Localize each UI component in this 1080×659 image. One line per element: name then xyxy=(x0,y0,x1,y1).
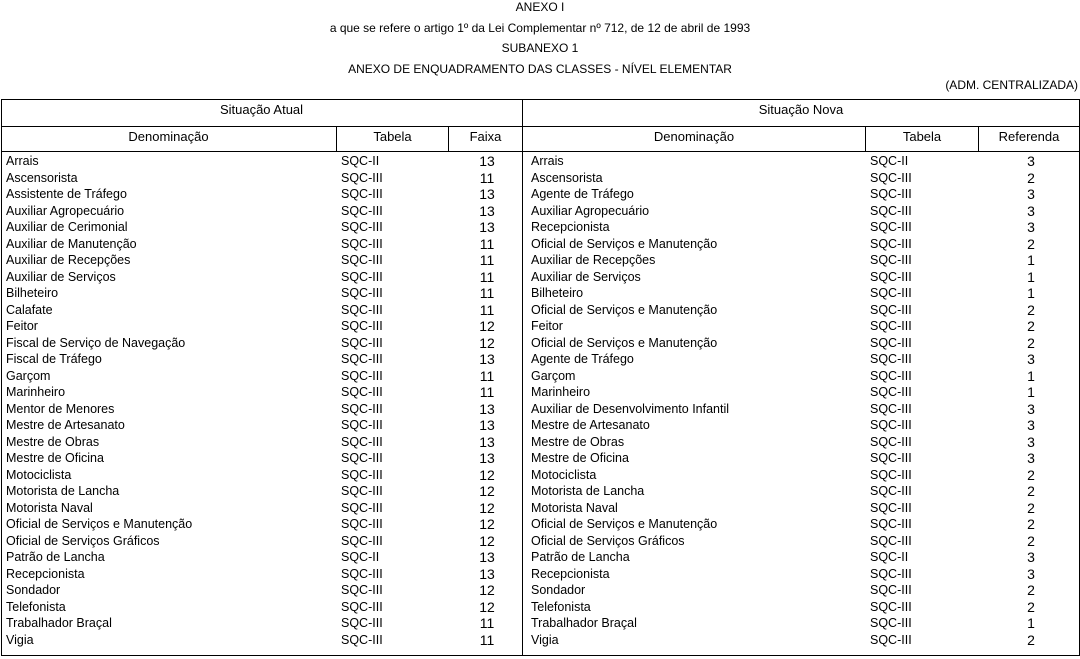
table-row xyxy=(0,236,1080,253)
cell-tabela-nova: SQC-III xyxy=(870,401,912,416)
cell-tabela: SQC-III xyxy=(341,451,383,465)
cell-denominacao: Garçom xyxy=(6,368,51,383)
cell-faixa: 13 xyxy=(479,186,495,202)
cell-tabela-nova: SQC-III xyxy=(870,187,912,201)
cell-referenda: 1 xyxy=(1027,268,1035,285)
cell-tabela-nova: SQC-II xyxy=(870,550,909,564)
cell-denominacao: Motorista de Lancha xyxy=(6,484,120,498)
cell-tabela: SQC-III xyxy=(341,269,383,284)
cell-faixa: 12 xyxy=(479,582,495,598)
cell-denominacao-nova: Oficial de Serviços e Manutenção xyxy=(531,517,718,531)
cell-denominacao: Oficial de Serviços e Manutenção xyxy=(6,517,193,531)
cell-tabela-nova: SQC-III xyxy=(870,220,912,234)
cell-tabela-nova: SQC-III xyxy=(870,319,912,333)
cell-denominacao: Assistente de Tráfego xyxy=(6,187,127,201)
cell-denominacao-nova: Recepcionista xyxy=(531,220,610,234)
cell-referenda: 3 xyxy=(1027,565,1035,582)
cell-tabela-nova: SQC-III xyxy=(870,269,912,284)
table-row xyxy=(0,434,1080,451)
cell-denominacao: Marinheiro xyxy=(6,385,66,399)
cell-tabela-nova: SQC-III xyxy=(870,236,912,251)
cell-denominacao: Auxiliar de Recepções xyxy=(6,253,131,267)
cell-faixa: 13 xyxy=(479,219,495,235)
cell-denominacao-nova: Patrão de Lancha xyxy=(531,550,630,564)
cell-denominacao-nova: Auxiliar de Recepções xyxy=(531,253,656,267)
cell-denominacao-nova: Telefonista xyxy=(531,599,591,614)
col-header-tabela: Tabela xyxy=(373,129,412,144)
cell-referenda: 3 xyxy=(1027,450,1035,466)
cell-tabela: SQC-III xyxy=(341,401,383,416)
cell-denominacao: Motociclista xyxy=(6,467,72,482)
cell-tabela: SQC-II xyxy=(341,154,380,168)
cell-tabela-nova: SQC-III xyxy=(870,335,912,350)
cell-referenda: 3 xyxy=(1027,351,1035,367)
cell-faixa: 11 xyxy=(479,285,495,301)
table-row xyxy=(0,170,1080,187)
cell-faixa: 13 xyxy=(479,153,495,169)
cell-referenda: 2 xyxy=(1027,301,1035,318)
cell-denominacao: Patrão de Lancha xyxy=(6,550,105,564)
cell-referenda: 2 xyxy=(1027,516,1035,532)
cell-tabela-nova: SQC-III xyxy=(870,253,912,267)
cell-denominacao: Recepcionista xyxy=(6,566,85,581)
cell-tabela: SQC-III xyxy=(341,203,383,218)
table-row xyxy=(0,450,1080,467)
cell-faixa: 12 xyxy=(479,598,495,615)
table-row xyxy=(0,417,1080,434)
cell-denominacao-nova: Sondador xyxy=(531,583,586,597)
table-row xyxy=(0,599,1080,616)
cell-faixa: 13 xyxy=(479,417,495,433)
cell-tabela-nova: SQC-III xyxy=(870,599,912,614)
cell-referenda: 2 xyxy=(1027,532,1035,549)
cell-tabela: SQC-III xyxy=(341,220,383,234)
cell-tabela: SQC-III xyxy=(341,566,383,581)
cell-tabela: SQC-III xyxy=(341,533,383,548)
cell-tabela: SQC-III xyxy=(341,302,383,317)
cell-tabela: SQC-III xyxy=(341,385,383,399)
cell-denominacao-nova: Agente de Tráfego xyxy=(531,187,634,201)
cell-tabela: SQC-III xyxy=(341,517,383,531)
cell-tabela: SQC-III xyxy=(341,632,383,647)
table-divider-headers xyxy=(1,151,1079,152)
cell-denominacao: Auxiliar de Serviços xyxy=(6,269,116,284)
cell-denominacao-nova: Oficial de Serviços e Manutenção xyxy=(531,335,718,350)
cell-denominacao-nova: Mestre de Oficina xyxy=(531,451,629,465)
table-row xyxy=(0,384,1080,401)
cell-referenda: 3 xyxy=(1027,202,1035,219)
cell-tabela: SQC-III xyxy=(341,434,383,449)
cell-faixa: 11 xyxy=(479,268,495,285)
cell-referenda: 2 xyxy=(1027,169,1035,186)
cell-faixa: 13 xyxy=(479,549,495,565)
col-header-denominacao: Denominação xyxy=(128,129,209,144)
col-header-faixa: Faixa xyxy=(469,129,502,144)
cell-denominacao: Feitor xyxy=(6,319,38,333)
cell-denominacao: Auxiliar de Manutenção xyxy=(6,236,137,251)
table-row xyxy=(0,318,1080,335)
cell-referenda: 3 xyxy=(1027,433,1035,450)
table-row xyxy=(0,203,1080,220)
document-title: ANEXO I xyxy=(515,0,565,14)
cell-tabela-nova: SQC-III xyxy=(870,517,912,531)
cell-faixa: 12 xyxy=(479,532,495,549)
cell-faixa: 11 xyxy=(479,252,495,268)
table-row xyxy=(0,401,1080,418)
cell-referenda: 2 xyxy=(1027,598,1035,615)
table-row xyxy=(0,285,1080,302)
cell-faixa: 12 xyxy=(479,516,495,532)
cell-denominacao-nova: Marinheiro xyxy=(531,385,591,399)
cell-denominacao-nova: Garçom xyxy=(531,368,576,383)
cell-faixa: 12 xyxy=(479,334,495,351)
table-row xyxy=(0,566,1080,583)
cell-denominacao: Mentor de Menores xyxy=(6,401,115,416)
cell-tabela-nova: SQC-III xyxy=(870,368,912,383)
cell-tabela-nova: SQC-III xyxy=(870,434,912,449)
cell-denominacao: Mestre de Artesanato xyxy=(6,418,125,432)
table-row xyxy=(0,302,1080,319)
cell-tabela-nova: SQC-III xyxy=(870,302,912,317)
table-row xyxy=(0,632,1080,649)
cell-denominacao-nova: Oficial de Serviços e Manutenção xyxy=(531,302,718,317)
cell-referenda: 1 xyxy=(1027,384,1035,400)
cell-faixa: 11 xyxy=(479,384,495,400)
cell-referenda: 1 xyxy=(1027,285,1035,301)
cell-faixa: 13 xyxy=(479,202,495,219)
cell-denominacao-nova: Motorista de Lancha xyxy=(531,484,645,498)
table-row xyxy=(0,368,1080,385)
cell-tabela: SQC-III xyxy=(341,616,383,630)
cell-faixa: 11 xyxy=(479,367,495,384)
cell-tabela-nova: SQC-II xyxy=(870,154,909,168)
cell-faixa: 12 xyxy=(479,318,495,334)
cell-referenda: 3 xyxy=(1027,400,1035,417)
cell-referenda: 1 xyxy=(1027,252,1035,268)
col-header-denominacao-nova: Denominação xyxy=(653,129,735,144)
cell-referenda: 2 xyxy=(1027,318,1035,334)
cell-tabela: SQC-III xyxy=(341,187,383,201)
cell-denominacao: Calafate xyxy=(6,302,53,317)
annex-heading: ANEXO DE ENQUADRAMENTO DAS CLASSES - NÍVEL ELEMENTAR xyxy=(348,62,732,76)
cell-tabela: SQC-III xyxy=(341,236,383,251)
col-header-referenda: Referenda xyxy=(998,129,1060,144)
cell-tabela-nova: SQC-III xyxy=(870,385,912,399)
cell-referenda: 3 xyxy=(1027,219,1035,235)
cell-tabela: SQC-III xyxy=(341,599,383,614)
group-header-nova: Situação Nova xyxy=(758,102,844,117)
cell-tabela-nova: SQC-III xyxy=(870,484,912,498)
cell-tabela-nova: SQC-III xyxy=(870,170,912,185)
cell-faixa: 12 xyxy=(479,466,495,483)
cell-denominacao: Fiscal de Tráfego xyxy=(6,352,102,366)
cell-tabela: SQC-III xyxy=(341,352,383,366)
cell-faixa: 11 xyxy=(479,615,495,631)
cell-denominacao-nova: Oficial de Serviços Gráficos xyxy=(531,533,685,548)
cell-tabela: SQC-III xyxy=(341,368,383,383)
cell-referenda: 2 xyxy=(1027,334,1035,351)
cell-tabela: SQC-III xyxy=(341,500,383,515)
cell-tabela-nova: SQC-III xyxy=(870,500,912,515)
cell-tabela-nova: SQC-III xyxy=(870,451,912,465)
cell-referenda: 2 xyxy=(1027,582,1035,598)
cell-tabela: SQC-III xyxy=(341,335,383,350)
cell-referenda: 2 xyxy=(1027,631,1035,648)
cell-denominacao: Mestre de Obras xyxy=(6,434,100,449)
table-row xyxy=(0,269,1080,286)
cell-denominacao: Auxiliar Agropecuário xyxy=(6,203,125,218)
table-row xyxy=(0,516,1080,533)
cell-tabela: SQC-III xyxy=(341,253,383,267)
cell-tabela-nova: SQC-III xyxy=(870,203,912,218)
table-body xyxy=(0,153,1080,648)
cell-denominacao-nova: Oficial de Serviços e Manutenção xyxy=(531,236,718,251)
cell-tabela-nova: SQC-III xyxy=(870,286,912,300)
cell-tabela-nova: SQC-III xyxy=(870,616,912,630)
cell-referenda: 3 xyxy=(1027,417,1035,433)
cell-denominacao: Motorista Naval xyxy=(6,500,93,515)
cell-denominacao-nova: Motorista Naval xyxy=(531,500,618,515)
cell-tabela-nova: SQC-III xyxy=(870,467,912,482)
table-row xyxy=(0,252,1080,269)
cell-tabela: SQC-III xyxy=(341,319,383,333)
table-row xyxy=(0,467,1080,484)
cell-denominacao: Fiscal de Serviço de Navegação xyxy=(6,335,186,350)
cell-denominacao-nova: Mestre de Artesanato xyxy=(531,418,650,432)
cell-tabela-nova: SQC-III xyxy=(870,583,912,597)
cell-tabela: SQC-III xyxy=(341,484,383,498)
cell-referenda: 1 xyxy=(1027,615,1035,631)
cell-denominacao-nova: Auxiliar Agropecuário xyxy=(531,203,650,218)
cell-referenda: 2 xyxy=(1027,466,1035,483)
scope-note: (ADM. CENTRALIZADA) xyxy=(945,78,1078,92)
cell-tabela: SQC-III xyxy=(341,467,383,482)
cell-faixa: 11 xyxy=(479,235,495,252)
cell-denominacao-nova: Mestre de Obras xyxy=(531,434,625,449)
cell-faixa: 11 xyxy=(479,301,495,318)
cell-referenda: 2 xyxy=(1027,235,1035,252)
cell-tabela: SQC-III xyxy=(341,418,383,432)
cell-denominacao-nova: Vigia xyxy=(531,632,559,647)
cell-denominacao-nova: Agente de Tráfego xyxy=(531,352,634,366)
cell-faixa: 13 xyxy=(479,450,495,466)
cell-denominacao-nova: Feitor xyxy=(531,319,563,333)
cell-tabela-nova: SQC-III xyxy=(870,418,912,432)
table-row xyxy=(0,582,1080,599)
table-row xyxy=(0,186,1080,203)
cell-denominacao: Mestre de Oficina xyxy=(6,451,104,465)
col-header-tabela-nova: Tabela xyxy=(902,129,942,144)
table-divider-groups xyxy=(1,126,1079,127)
table-row xyxy=(0,219,1080,236)
cell-faixa: 13 xyxy=(479,400,495,417)
cell-denominacao: Trabalhador Braçal xyxy=(6,616,112,630)
cell-faixa: 13 xyxy=(479,565,495,582)
group-header-atual: Situação Atual xyxy=(219,102,304,117)
cell-denominacao: Auxiliar de Cerimonial xyxy=(6,220,128,234)
table-row xyxy=(0,351,1080,368)
cell-denominacao-nova: Motociclista xyxy=(531,467,597,482)
document-subtitle: a que se refere o artigo 1º da Lei Complementar nº 712, de 12 de abril de 1993 xyxy=(329,21,751,35)
cell-faixa: 11 xyxy=(479,169,495,186)
subannex-title: SUBANEXO 1 xyxy=(501,41,579,55)
cell-faixa: 13 xyxy=(479,433,495,450)
table-row xyxy=(0,615,1080,632)
cell-referenda: 2 xyxy=(1027,483,1035,499)
cell-denominacao: Bilheteiro xyxy=(6,286,59,300)
cell-denominacao: Arrais xyxy=(6,154,39,168)
cell-denominacao-nova: Bilheteiro xyxy=(531,286,584,300)
cell-tabela-nova: SQC-III xyxy=(870,566,912,581)
cell-denominacao: Ascensorista xyxy=(6,170,78,185)
table-row xyxy=(0,533,1080,550)
cell-referenda: 3 xyxy=(1027,549,1035,565)
table-row xyxy=(0,483,1080,500)
cell-faixa: 12 xyxy=(479,483,495,499)
cell-referenda: 1 xyxy=(1027,367,1035,384)
cell-referenda: 3 xyxy=(1027,153,1035,169)
cell-faixa: 13 xyxy=(479,351,495,367)
cell-denominacao-nova: Trabalhador Braçal xyxy=(531,616,637,630)
cell-faixa: 11 xyxy=(479,631,495,648)
cell-tabela: SQC-II xyxy=(341,550,380,564)
cell-tabela: SQC-III xyxy=(341,583,383,597)
cell-denominacao-nova: Auxiliar de Desenvolvimento Infantil xyxy=(531,401,730,416)
cell-tabela-nova: SQC-III xyxy=(870,533,912,548)
cell-referenda: 3 xyxy=(1027,186,1035,202)
table-row xyxy=(0,153,1080,170)
cell-denominacao: Oficial de Serviços Gráficos xyxy=(6,533,160,548)
cell-tabela: SQC-III xyxy=(341,170,383,185)
cell-faixa: 12 xyxy=(479,499,495,516)
table-row xyxy=(0,335,1080,352)
cell-denominacao: Vigia xyxy=(6,632,34,647)
cell-referenda: 2 xyxy=(1027,499,1035,516)
table-row xyxy=(0,500,1080,517)
cell-denominacao-nova: Auxiliar de Serviços xyxy=(531,269,641,284)
cell-tabela: SQC-III xyxy=(341,286,383,300)
cell-denominacao: Telefonista xyxy=(6,599,66,614)
cell-tabela-nova: SQC-III xyxy=(870,352,912,366)
cell-denominacao: Sondador xyxy=(6,583,61,597)
cell-tabela-nova: SQC-III xyxy=(870,632,912,647)
cell-denominacao-nova: Ascensorista xyxy=(531,170,603,185)
cell-denominacao-nova: Arrais xyxy=(531,154,564,168)
cell-denominacao-nova: Recepcionista xyxy=(531,566,610,581)
table-row xyxy=(0,549,1080,566)
